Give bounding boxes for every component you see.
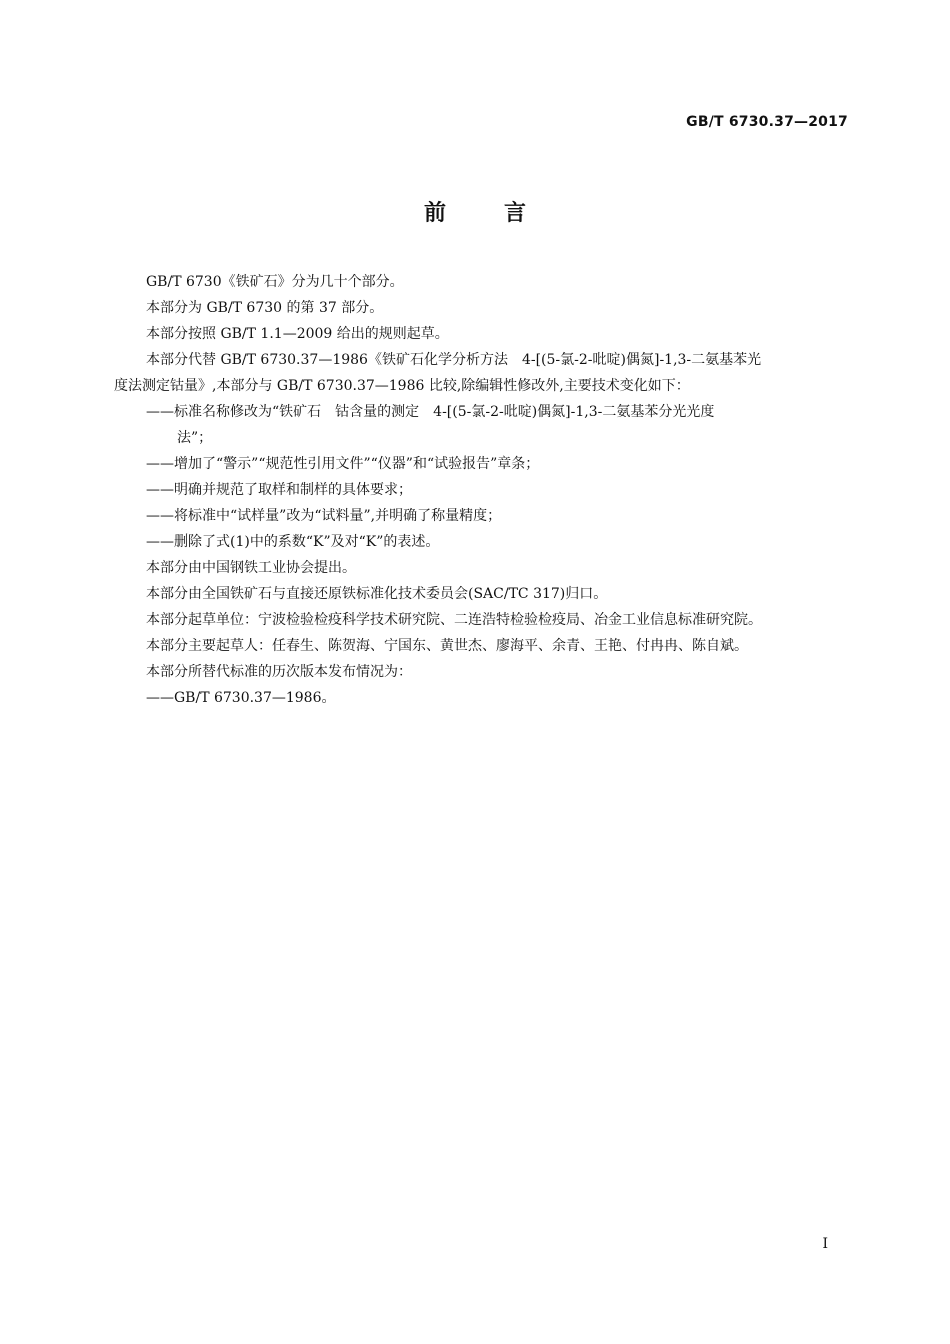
paragraph-committee: 本部分由全国铁矿石与直接还原铁标准化技术委员会(SAC/TC 317)归口。 (146, 586, 608, 602)
paragraph-proposer: 本部分由中国钢铁工业协会提出。 (146, 560, 356, 576)
paragraph-drafting-units: 本部分起草单位：宁波检验检疫科学技术研究院、二连浩特检验检疫局、冶金工业信息标准研究院。 (146, 612, 762, 628)
foreword-body (114, 269, 850, 711)
paragraph-parts: GB/T 6730《铁矿石》分为几十个部分。 (146, 274, 404, 290)
paragraph-replacement-line1: 本部分代替 GB/T 6730.37—1986《铁矿石化学分析方法 4-[(5-氯-2-吡啶)偶氮]-1,3-二氨基苯光 (146, 352, 762, 368)
change-item: ——增加了“警示”“规范性引用文件”“仪器”和“试验报告”章条； (146, 456, 540, 472)
paragraph-replacement-line2: 度法测定钴量》,本部分与 GB/T 6730.37—1986 比较,除编辑性修改外,主要技术变化如下： (114, 378, 690, 394)
change-item (114, 399, 850, 451)
change-item-line2: 法”； (177, 430, 213, 446)
change-item: ——将标准中“试样量”改为“试料量”,并明确了称量精度； (146, 508, 502, 524)
paragraph-part-number: 本部分为 GB/T 6730 的第 37 部分。 (146, 300, 384, 316)
change-item-line1: ——标准名称修改为“铁矿石 钴含量的测定 4-[(5-氯-2-吡啶)偶氮]-1,3-二氨基苯分光光度 (146, 404, 715, 420)
paragraph-drafting-rules: 本部分按照 GB/T 1.1—2009 给出的规则起草。 (146, 326, 449, 342)
paragraph-history-intro: 本部分所替代标准的历次版本发布情况为： (146, 664, 412, 680)
paragraph-replacement (114, 347, 850, 399)
paragraph-drafters: 本部分主要起草人：任春生、陈贺海、宁国东、黄世杰、廖海平、余青、王艳、付冉冉、陈自斌。 (146, 638, 748, 654)
change-item: ——明确并规范了取样和制样的具体要求； (146, 482, 412, 498)
page-title: 前言 (423, 201, 584, 226)
history-item: ——GB/T 6730.37—1986。 (146, 690, 336, 706)
page-number: I (822, 1236, 828, 1252)
document-code: GB/T 6730.37—2017 (686, 114, 848, 130)
change-item: ——删除了式(1)中的系数“K”及对“K”的表述。 (146, 534, 440, 550)
